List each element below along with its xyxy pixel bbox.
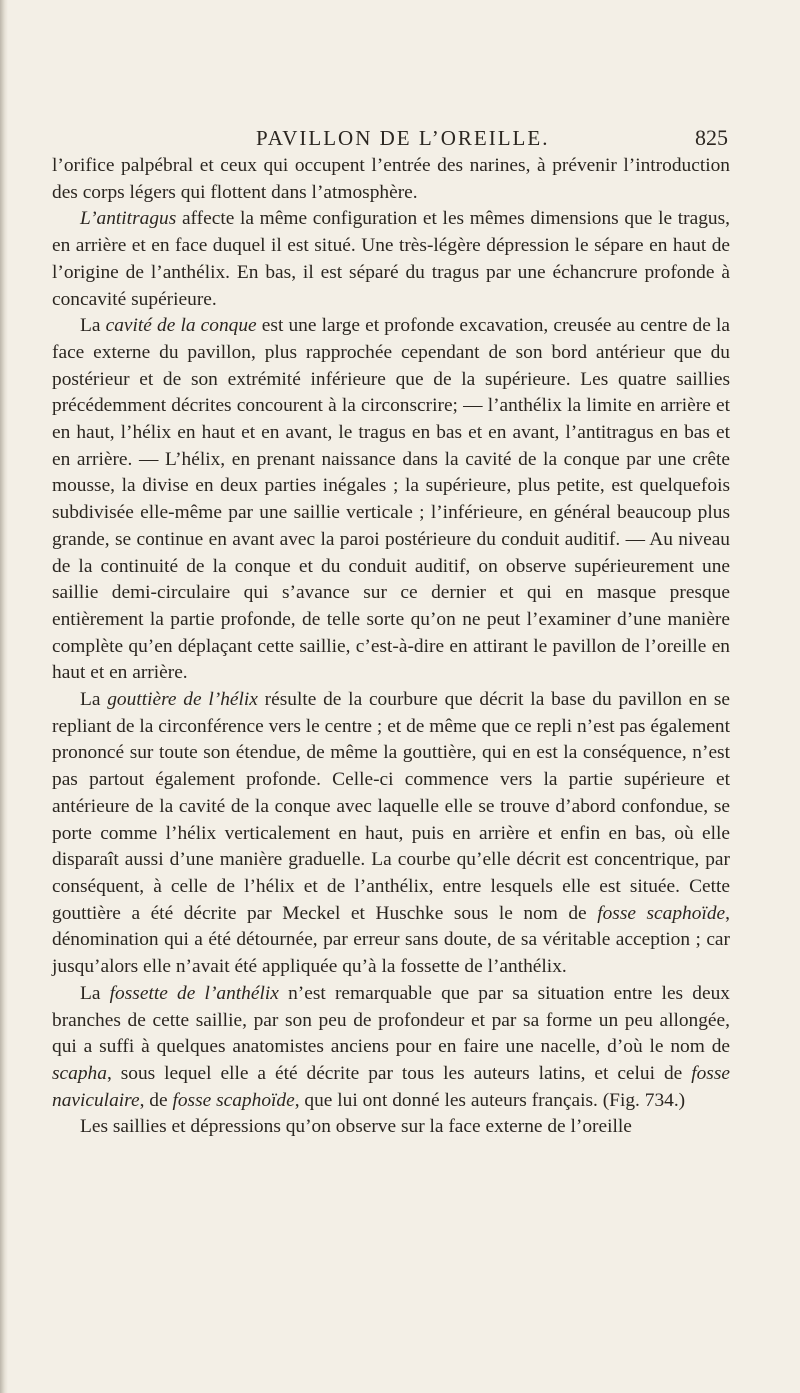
running-head bbox=[256, 122, 728, 154]
paragraph-cavite-conque bbox=[52, 313, 730, 687]
paragraph-text: affecte la même configuration et les mêmes dimensions que le tragus, en arrière et en face duquel il est situé. Une très-légère dépression le sépare en haut de l’origine de l’anthélix. En bas, il est séparé du tragus par une échancrure profonde à concavité supérieure. bbox=[52, 208, 730, 310]
scan-edge bbox=[0, 0, 8, 1393]
paragraph-lead: La bbox=[80, 982, 110, 1004]
paragraph-lead: La bbox=[80, 689, 108, 711]
paragraph-lead: La bbox=[80, 315, 106, 337]
paragraph-fossette-anthelix bbox=[52, 981, 730, 1115]
paragraph-text: , dénomination qui a été détournée, par erreur sans doute, de sa véritable acception ; car jusqu’alors elle n’avait été appliquée qu’à la fossette de l’anthélix. bbox=[52, 902, 730, 978]
paragraph-saillies: Les saillies et dépressions qu’on observe sur la face externe de l’oreille bbox=[80, 1116, 632, 1138]
paragraph-text: , que lui ont donné les auteurs français. (Fig. 734.) bbox=[294, 1089, 686, 1111]
page-number: 825 bbox=[695, 125, 728, 150]
paragraph-text: , sous lequel elle a été décrite par tous les auteurs latins, et celui de bbox=[106, 1062, 692, 1084]
term-cavite-conque: cavité de la conque bbox=[105, 315, 257, 337]
term-fossette-anthelix: fossette de l’anthélix bbox=[109, 982, 279, 1004]
term-fosse-naviculaire: fosse naviculaire bbox=[52, 1062, 730, 1111]
paragraph-text: n’est remarquable que par sa situation entre les deux branches de cette saillie, par son peu de profondeur et par sa forme un peu allongée, qui a suffi à quelques anatomistes anciens pour en faire une nacelle, d’où le nom de bbox=[52, 982, 730, 1058]
paragraph-continuation: l’orifice palpébral et ceux qui occupent l’entrée des narines, à prévenir l’introduction des corps légers qui flottent dans l’atmosphère. bbox=[52, 155, 730, 203]
running-title: PAVILLON DE L’OREILLE. bbox=[256, 126, 550, 150]
body-text bbox=[52, 153, 730, 1141]
term-scapha: scapha bbox=[52, 1062, 107, 1084]
paragraph-gouttiere-helix bbox=[52, 687, 730, 981]
paragraph-text: , de bbox=[139, 1089, 173, 1111]
term-antitragus: L’antitragus bbox=[80, 208, 177, 230]
term-fosse-scaphoide: fosse scaphoïde bbox=[172, 1089, 295, 1111]
paragraph-text: est une large et profonde excavation, creusée au centre de la face externe du pavillon, plus rapprochée cependant de son bord antérieur que du postérieur et de son extrémité inférieure que de la supérieure. Les quatre saillies précédemment décrites concourent à la circonscrire; — l’anthélix la limite en arrière et en haut, l’hélix en haut et en avant, le tragus en bas et en avant, l’antitragus en bas et en arrière. — L’hélix, en prenant naissance dans la cavité de la conque par une crête mousse, la divise en deux parties inégales ; la supérieure, plus petite, est quelquefois subdivisée elle-même par une saillie verticale ; l’inférieure, en général beaucoup plus grande, se continue en avant avec la paroi postérieure du conduit auditif. — Au niveau de la continuité de la conque et du conduit auditif, on observe supérieurement une saillie demi-circulaire qui s’avance sur ce dernier et qui en masque presque entièrement la partie profonde, de telle sorte qu’on ne peut l’examiner d’une manière complète qu’en déplaçant cette saillie, c’est-à-dire en attirant le pavillon de l’oreille en haut et en arrière. bbox=[52, 315, 730, 684]
paragraph-antitragus bbox=[52, 206, 730, 313]
term-fosse-scaphoide: fosse scaphoïde bbox=[597, 902, 726, 924]
term-gouttiere-helix: gouttière de l’hélix bbox=[107, 689, 258, 711]
paragraph-text: résulte de la courbure que décrit la base du pavillon en se repliant de la circonférence vers le centre ; et de même que ce repli n’est pas également prononcé sur toute son étendue, de même la gouttière, qui en est la conséquence, n’est pas partout également profonde. Celle-ci commence vers la partie supérieure et antérieure de la cavité de la conque avec laquelle elle se trouve d’abord confondue, se porte comme l’hélix verticalement en haut, puis en arrière et enfin en bas, où elle disparaît aussi d’une manière graduelle. La courbe qu’elle décrit est concentrique, par conséquent, à celle de l’hélix et de l’anthélix, entre lesquels elle est située. Cette gouttière a été décrite par Meckel et Huschke sous le nom de bbox=[52, 689, 730, 924]
